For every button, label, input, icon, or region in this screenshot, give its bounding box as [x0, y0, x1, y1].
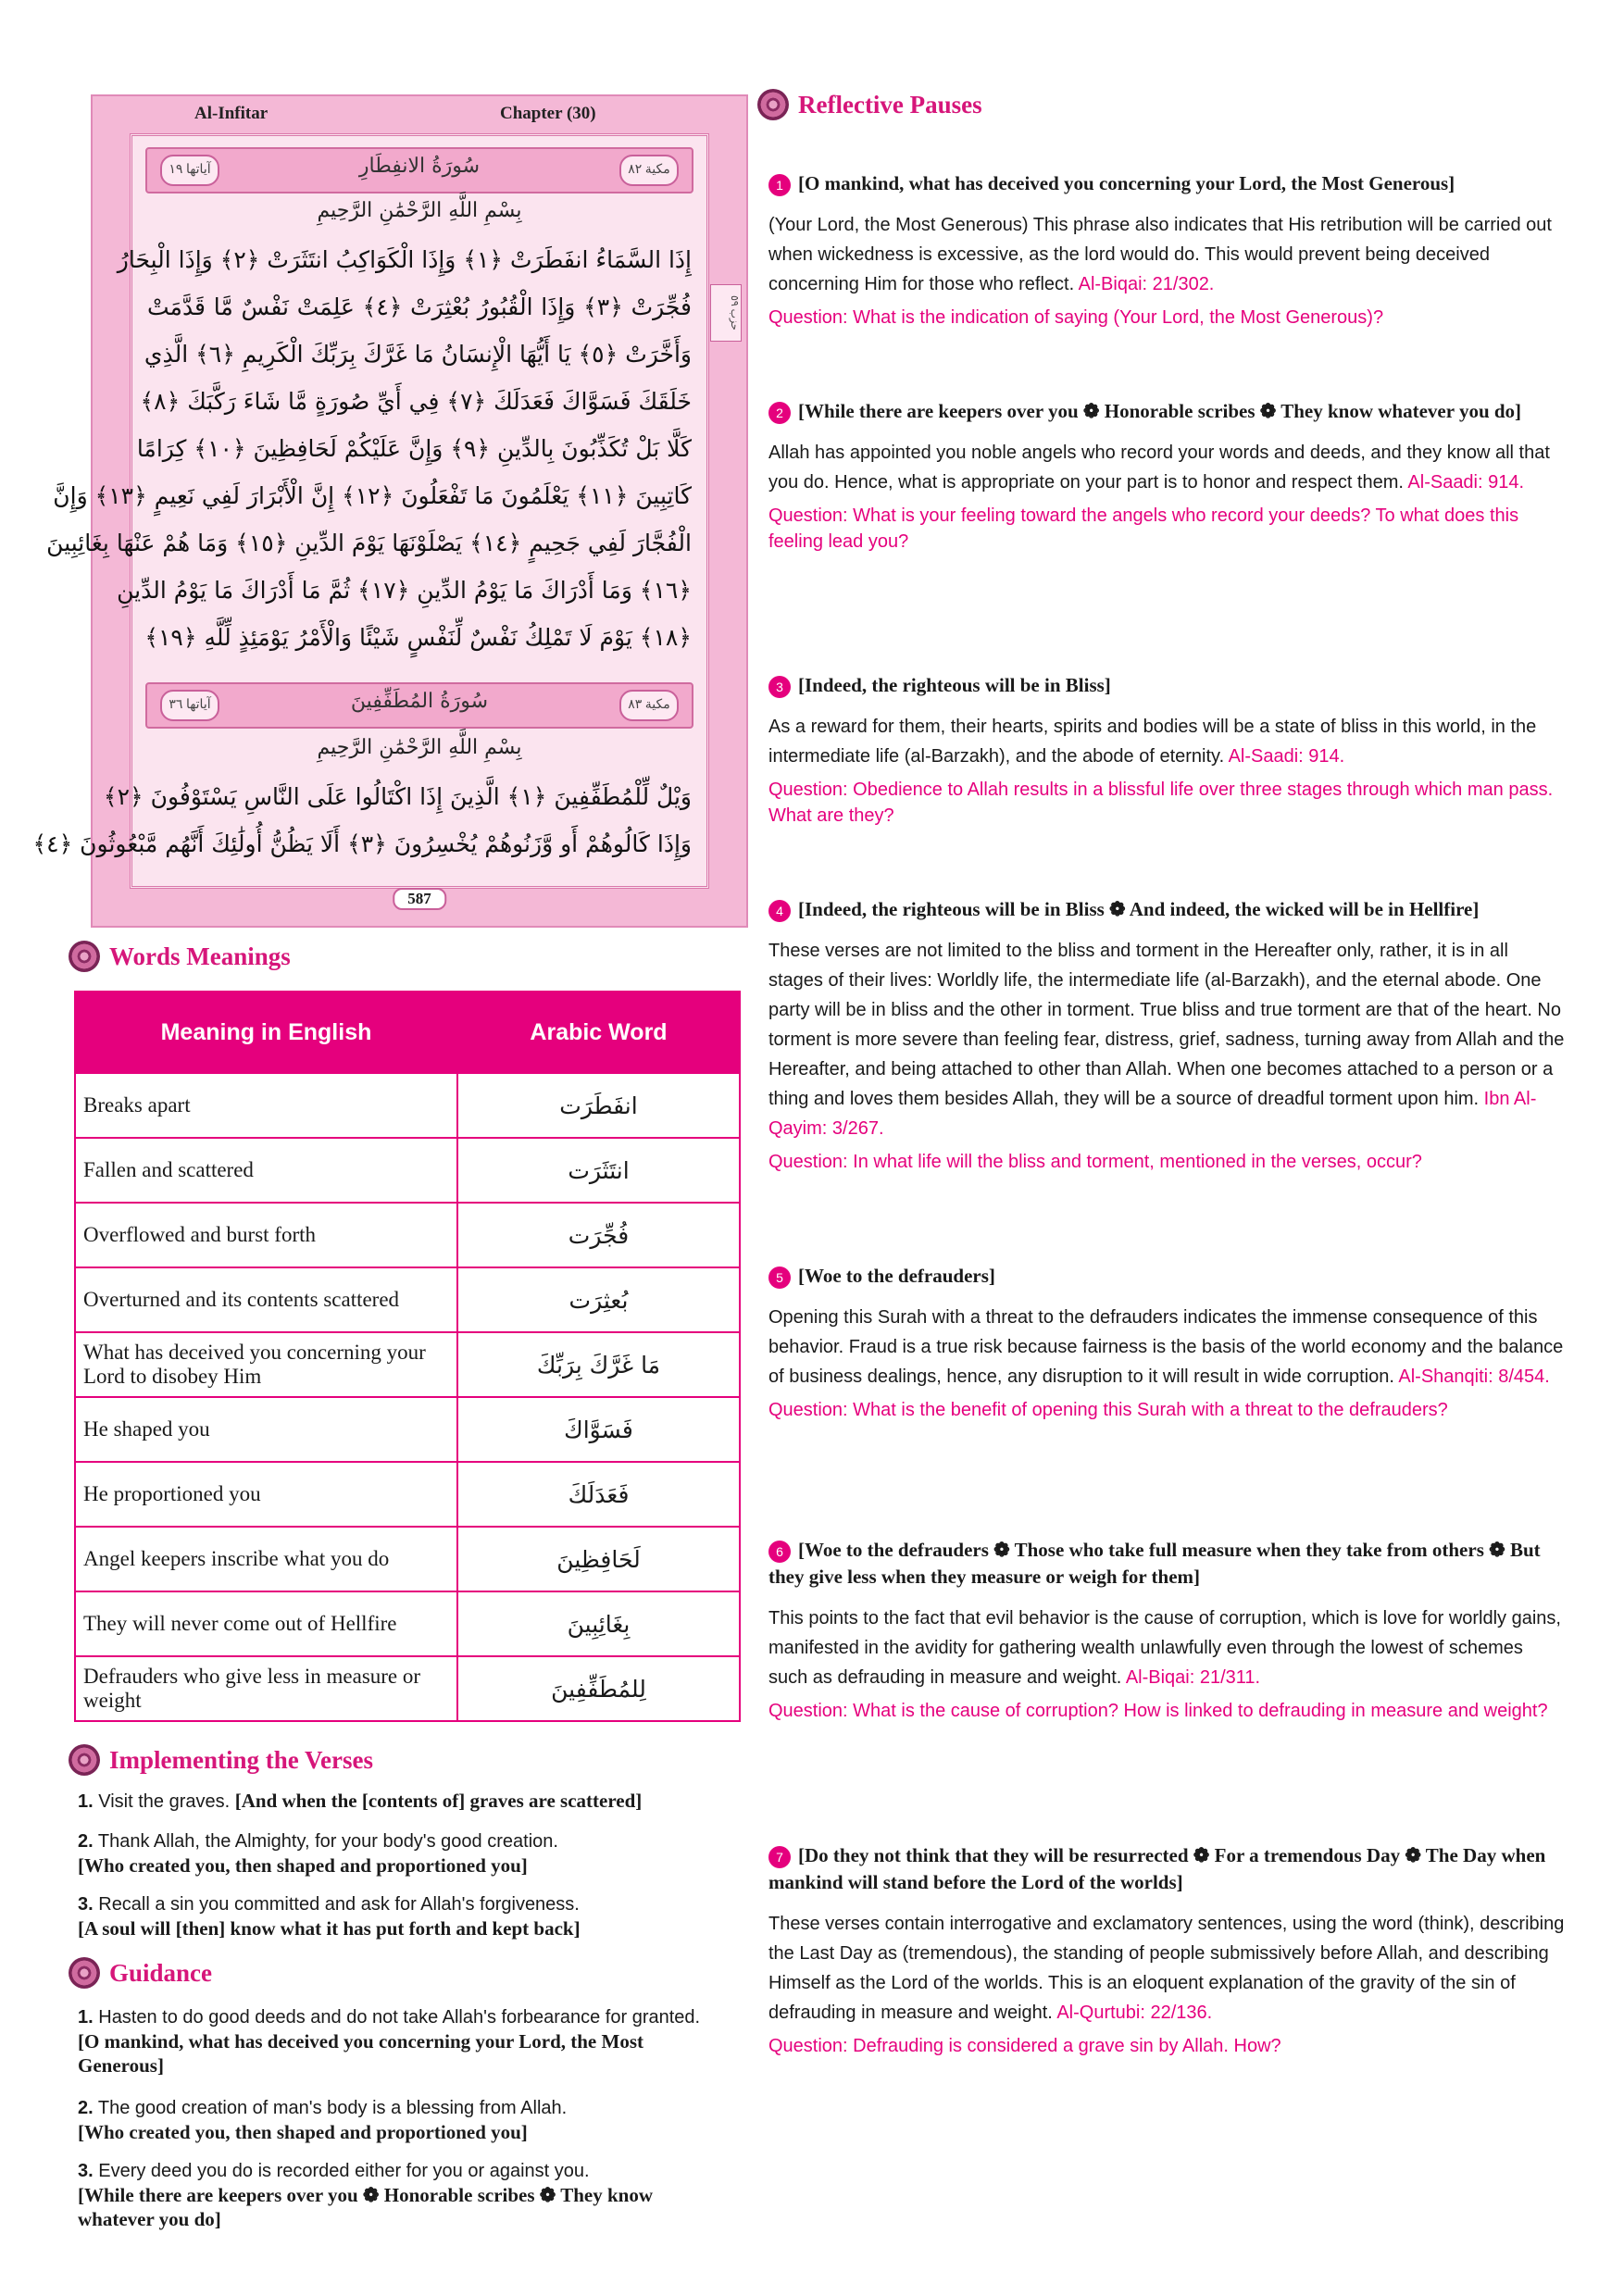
verse-line: ﴿١٨﴾ يَوْمَ لَا تَمْلِكُ نَفْسٌ لِّنَفْسٍ شَيْئًا وَالْأَمْرُ يَوْمَئِذٍ لِّلَّهِ ﴿١٩﴾ — [144, 624, 692, 651]
number-badge: 4 — [768, 900, 791, 922]
english-meaning: What has deceived you concerning your Lord to disobey Him — [75, 1332, 457, 1397]
table-row — [75, 1656, 740, 1721]
reflection-question: Question: Defrauding is considered a grave sin by Allah. How? — [768, 2036, 1281, 2056]
verse-text: [O mankind, what has deceived you concerning your Lord, the Most Generous] — [798, 172, 1455, 194]
verse-line: وَأَخَّرَتْ ﴿٥﴾ يَا أَيُّهَا الْإِنسَانُ مَا غَرَّكَ بِرَبِّكَ الْكَرِيمِ ﴿٦﴾ الَّذِي — [144, 341, 692, 368]
body-text: As a reward for them, their hearts, spirits and bodies will be a state of bliss in this world, in the intermediate life (al-Barzakh), and the abode of eternity. — [768, 717, 1537, 767]
heading-text: Implementing the Verses — [109, 1745, 373, 1774]
reflection-text — [768, 1303, 1565, 1391]
arabic-word: بُعثِرَت — [457, 1267, 740, 1332]
heading-text: Words Meanings — [109, 942, 291, 970]
words-table-body — [75, 1073, 740, 1721]
source-citation: Al-Saadi: 914. — [1407, 472, 1525, 493]
verse-text: [Woe to the defrauders ❁ Those who take full measure when they take from others ❁ But they give less when they measure or weigh for them] — [768, 1539, 1541, 1588]
implementing-item — [78, 1789, 744, 1814]
heading-text: Reflective Pauses — [798, 90, 982, 119]
item-verse: [A soul will [then] know what it has put forth and kept back] — [78, 1917, 581, 1940]
item-number: 1. — [78, 1791, 94, 1812]
item-number: 1. — [78, 2007, 94, 2028]
item-verse: [Who created you, then shaped and proportioned you] — [78, 1854, 528, 1877]
column-header-arabic: Arabic Word — [457, 992, 740, 1073]
hizb-marker: حزب ٥٩ — [710, 284, 742, 342]
arabic-word: بِغَائِبِينَ — [457, 1591, 740, 1656]
reflection-question: Question: In what life will the bliss and torment, mentioned in the verses, occur? — [768, 1152, 1422, 1172]
verse-line: خَلَقَكَ فَسَوَّاكَ فَعَدَلَكَ ﴿٧﴾ فِي أَيِّ صُورَةٍ مَّا شَاءَ رَكَّبَكَ ﴿٨﴾ — [140, 388, 692, 415]
item-text: The good creation of man's body is a blessing from Allah. — [93, 2098, 568, 2118]
verse-line: وَيْلٌ لِّلْمُطَفِّفِينَ ﴿١﴾ الَّذِينَ إِذَا اكْتَالُوا عَلَى النَّاسِ يَسْتَوْفُونَ ﴿٢﴾ — [103, 783, 692, 810]
surah-name-header: Al-Infitar — [194, 104, 269, 123]
english-meaning: Overturned and its contents scattered — [75, 1267, 457, 1332]
guidance-item — [78, 2005, 726, 2078]
table-row — [75, 1073, 740, 1138]
body-text: Opening this Surah with a threat to the defrauders indicates the immense consequence of this behavior. Fraud is a true risk because fairness is the basis of the world economy and the balance of business dealings, hence, any disruption to it will result in wide corruption. — [768, 1307, 1564, 1387]
item-number: 2. — [78, 2098, 94, 2118]
verse-line: ﴿١٦﴾ وَمَا أَدْرَاكَ مَا يَوْمُ الدِّينِ ﴿١٧﴾ ثُمَّ مَا أَدْرَاكَ مَا يَوْمُ الدِّينِ — [117, 577, 692, 604]
table-row — [75, 1332, 740, 1397]
item-number: 2. — [78, 1831, 94, 1852]
item-number: 3. — [78, 1894, 94, 1915]
implementing-heading — [69, 1744, 373, 1776]
guidance-heading — [69, 1957, 212, 1989]
english-meaning: Angel keepers inscribe what you do — [75, 1527, 457, 1591]
words-meanings-heading — [69, 941, 291, 972]
surah-title: سُورَةُ الانفِطَارِ — [358, 155, 481, 178]
arabic-word: فَسَوَّاكَ — [457, 1397, 740, 1462]
reflection-text — [768, 1909, 1565, 2028]
table-row — [75, 1527, 740, 1591]
arabic-word: انفَطَرَت — [457, 1073, 740, 1138]
rosette-icon — [69, 941, 100, 972]
reflection-verse — [768, 896, 1565, 923]
ayah-count-cartouche: آياتها ١٩ — [160, 155, 219, 186]
reflection-verse — [768, 672, 1565, 699]
verse-text: [Indeed, the righteous will be in Bliss ❁ And indeed, the wicked will be in Hellfire] — [798, 898, 1480, 920]
body-text: (Your Lord, the Most Generous) This phrase also indicates that His retribution will be carried out when wickedness is excessive, as the lord would do. This would prevent being deceived concerning Him for those who reflect. — [768, 215, 1552, 294]
body-text: Allah has appointed you noble angels who record your words and deeds, and they know all that you do. Hence, what is appropriate on your part is to honor and respect them. — [768, 443, 1550, 493]
reflection-question: Question: What is the benefit of opening this Surah with a threat to the defrauders? — [768, 1400, 1448, 1420]
reflection-item — [768, 170, 1565, 331]
body-text: These verses contain interrogative and exclamatory sentences, using the word (think), describing the Last Day as (tremendous), the standing of people submissively before Allah, and describing Himself as the Lord of the worlds. This is an eloquent explanation of the gravity of the sin of defrauding in measure and weight. — [768, 1914, 1565, 2023]
mushaf-frame — [32, 133, 740, 907]
verse-text: [Do they not think that they will be resurrected ❁ For a tremendous Day ❁ The Day when mankind will stand before the Lord of the worlds] — [768, 1844, 1546, 1893]
reflection-question: Question: What is the cause of corruption? How is linked to defrauding in measure and weight? — [768, 1701, 1548, 1721]
item-text: Thank Allah, the Almighty, for your body's good creation. — [93, 1831, 558, 1852]
heading-text: Guidance — [109, 1958, 213, 1987]
arabic-word: فَعَدَلَكَ — [457, 1462, 740, 1527]
table-row — [75, 1462, 740, 1527]
english-meaning: Defrauders who give less in measure or weight — [75, 1656, 457, 1721]
arabic-word: انتَثَرَت — [457, 1138, 740, 1203]
item-verse: [And when the [contents of] graves are scattered] — [234, 1790, 643, 1812]
number-badge: 6 — [768, 1541, 791, 1563]
reflection-text — [768, 1603, 1565, 1692]
surah-number-cartouche: مكية ٨٣ — [619, 690, 679, 721]
guidance-item — [78, 2096, 726, 2144]
table-row — [75, 1267, 740, 1332]
reflection-verse — [768, 1842, 1565, 1896]
implementing-item — [78, 1892, 744, 1940]
verse-line: كَلَّا بَلْ تُكَذِّبُونَ بِالدِّينِ ﴿٩﴾ وَإِنَّ عَلَيْكُمْ لَحَافِظِينَ ﴿١٠﴾ كِرَامًا — [136, 435, 692, 462]
reflection-text — [768, 210, 1565, 299]
item-text: Hasten to do good deeds and do not take Allah's forbearance for granted. — [93, 2007, 701, 2028]
reflection-item — [768, 1263, 1565, 1423]
item-text: Every deed you do is recorded either for you or against you. — [93, 2161, 590, 2181]
english-meaning: He shaped you — [75, 1397, 457, 1462]
table-row — [75, 1591, 740, 1656]
number-badge: 2 — [768, 402, 791, 424]
reflection-text — [768, 712, 1565, 771]
reflection-question: Question: Obedience to Allah results in a blissful life over three stages through which man pass. What are they? — [768, 780, 1554, 826]
reflection-verse — [768, 1537, 1565, 1591]
mushaf-page — [32, 94, 748, 928]
verse-line: فُجِّرَتْ ﴿٣﴾ وَإِذَا الْقُبُورُ بُعْثِرَتْ ﴿٤﴾ عَلِمَتْ نَفْسٌ مَّا قَدَّمَتْ — [147, 293, 692, 320]
english-meaning: Overflowed and burst forth — [75, 1203, 457, 1267]
reflective-pauses-heading — [757, 89, 982, 120]
arabic-word: لِلمُطَفِّفِينَ — [457, 1656, 740, 1721]
number-badge: 7 — [768, 1846, 791, 1868]
verse-line: وَإِذَا كَالُوهُمْ أَو وَّزَنُوهُمْ يُخْسِرُونَ ﴿٣﴾ أَلَا يَظُنُّ أُولَٰئِكَ أَنَّهُم مَّبْعُوثُونَ ﴿٤﴾ — [32, 830, 692, 857]
surah-number-cartouche: مكية ٨٢ — [619, 155, 679, 186]
number-badge: 5 — [768, 1267, 791, 1289]
source-citation: Al-Biqai: 21/302. — [1078, 274, 1215, 294]
rosette-icon — [69, 1744, 100, 1776]
rosette-icon — [757, 89, 789, 120]
reflection-item — [768, 1537, 1565, 1724]
basmala: بِسْمِ اللَّهِ الرَّحْمَٰنِ الرَّحِيمِ — [317, 199, 522, 222]
english-meaning: Fallen and scattered — [75, 1138, 457, 1203]
words-meanings-table — [74, 991, 741, 1722]
arabic-word: مَا غَرَّكَ بِرَبِّكَ — [457, 1332, 740, 1397]
verse-text: [Indeed, the righteous will be in Bliss] — [798, 674, 1111, 696]
number-badge: 3 — [768, 676, 791, 698]
reflection-verse — [768, 170, 1565, 197]
reflection-question: Question: What is your feeling toward the angels who record your deeds? To what does this feeling lead you? — [768, 505, 1519, 552]
reflection-question: Question: What is the indication of saying (Your Lord, the Most Generous)? — [768, 307, 1384, 328]
item-text: Recall a sin you committed and ask for Allah's forgiveness. — [93, 1894, 580, 1915]
column-header-english: Meaning in English — [75, 992, 457, 1073]
surah-banner-infitar — [145, 147, 693, 193]
verse-text: [Woe to the defrauders] — [798, 1265, 995, 1287]
verse-line: كَاتِبِينَ ﴿١١﴾ يَعْلَمُونَ مَا تَفْعَلُونَ ﴿١٢﴾ إِنَّ الْأَبْرَارَ لَفِي نَعِيمٍ ﴿١٣﴾ وَإِنَّ — [53, 482, 692, 509]
arabic-word: فُجِّرَت — [457, 1203, 740, 1267]
item-text: Visit the graves. — [93, 1791, 235, 1812]
english-meaning: Breaks apart — [75, 1073, 457, 1138]
item-number: 3. — [78, 2161, 94, 2181]
surah-title: سُورَةُ المُطَفِّفِينَ — [350, 690, 489, 713]
chapter-header: Chapter (30) — [500, 104, 596, 123]
reflection-item — [768, 1842, 1565, 2059]
reflection-item — [768, 896, 1565, 1175]
verse-text: [While there are keepers over you ❁ Honorable scribes ❁ They know whatever you do] — [798, 400, 1522, 422]
reflection-item — [768, 672, 1565, 829]
table-row — [75, 1138, 740, 1203]
ayah-count-cartouche: آياتها ٣٦ — [160, 690, 219, 721]
table-row — [75, 1203, 740, 1267]
body-text: This points to the fact that evil behavior is the cause of corruption, which is love for worldly gains, manifested in the avidity for gathering wealth unlawfully even through the lowest of schemes such as defrauding in measure and weight. — [768, 1608, 1561, 1688]
item-verse: [While there are keepers over you ❁ Honorable scribes ❁ They know whatever you do] — [78, 2184, 654, 2230]
guidance-item — [78, 2159, 726, 2231]
source-citation: Ibn Al-Qayim: 3/267. — [768, 1089, 1537, 1139]
english-meaning: He proportioned you — [75, 1462, 457, 1527]
reflection-text — [768, 438, 1565, 497]
rosette-icon — [69, 1957, 100, 1989]
item-verse: [O mankind, what has deceived you concerning your Lord, the Most Generous] — [78, 2030, 643, 2077]
item-verse: [Who created you, then shaped and proportioned you] — [78, 2121, 528, 2143]
basmala: بِسْمِ اللَّهِ الرَّحْمَٰنِ الرَّحِيمِ — [317, 736, 522, 759]
source-citation: Al-Qurtubi: 22/136. — [1056, 2003, 1213, 2023]
table-row — [75, 1397, 740, 1462]
page-number: 587 — [393, 888, 446, 910]
source-citation: Al-Biqai: 21/311. — [1125, 1667, 1261, 1688]
verse-line: الْفُجَّارَ لَفِي جَحِيمٍ ﴿١٤﴾ يَصْلَوْنَهَا يَوْمَ الدِّينِ ﴿١٥﴾ وَمَا هُمْ عَنْهَا بِغَائِبِينَ — [46, 530, 692, 556]
reflection-verse — [768, 398, 1565, 425]
source-citation: Al-Saadi: 914. — [1228, 746, 1345, 767]
reflection-text — [768, 936, 1565, 1143]
english-meaning: They will never come out of Hellfire — [75, 1591, 457, 1656]
body-text: These verses are not limited to the bliss and torment in the Hereafter only, rather, it is in all stages of their lives: Worldly life, the intermediate life (al-Barzakh), and the eternal abode. One party will be in bliss and the other in torment. True bliss and true torment are that of the heart. No torment is more severe than feeling fear, distress, grief, sadness, turning away from Allah and the Hereafter, and being attached to other than Allah. When one becomes attached to a person or a thing and loves them besides Allah, they will be a source of dreadful torment upon him. — [768, 941, 1565, 1109]
number-badge: 1 — [768, 174, 791, 196]
reflection-verse — [768, 1263, 1565, 1290]
surah-banner-mutaffifin — [145, 682, 693, 729]
verse-line: إِذَا السَّمَاءُ انفَطَرَتْ ﴿١﴾ وَإِذَا الْكَوَاكِبُ انتَثَرَتْ ﴿٢﴾ وَإِذَا الْبِحَارُ — [117, 246, 692, 273]
source-citation: Al-Shanqiti: 8/454. — [1398, 1366, 1550, 1387]
reflection-item — [768, 398, 1565, 555]
table-header-row — [75, 992, 740, 1073]
implementing-item — [78, 1829, 744, 1878]
arabic-word: لَحَافِظِينَ — [457, 1527, 740, 1591]
